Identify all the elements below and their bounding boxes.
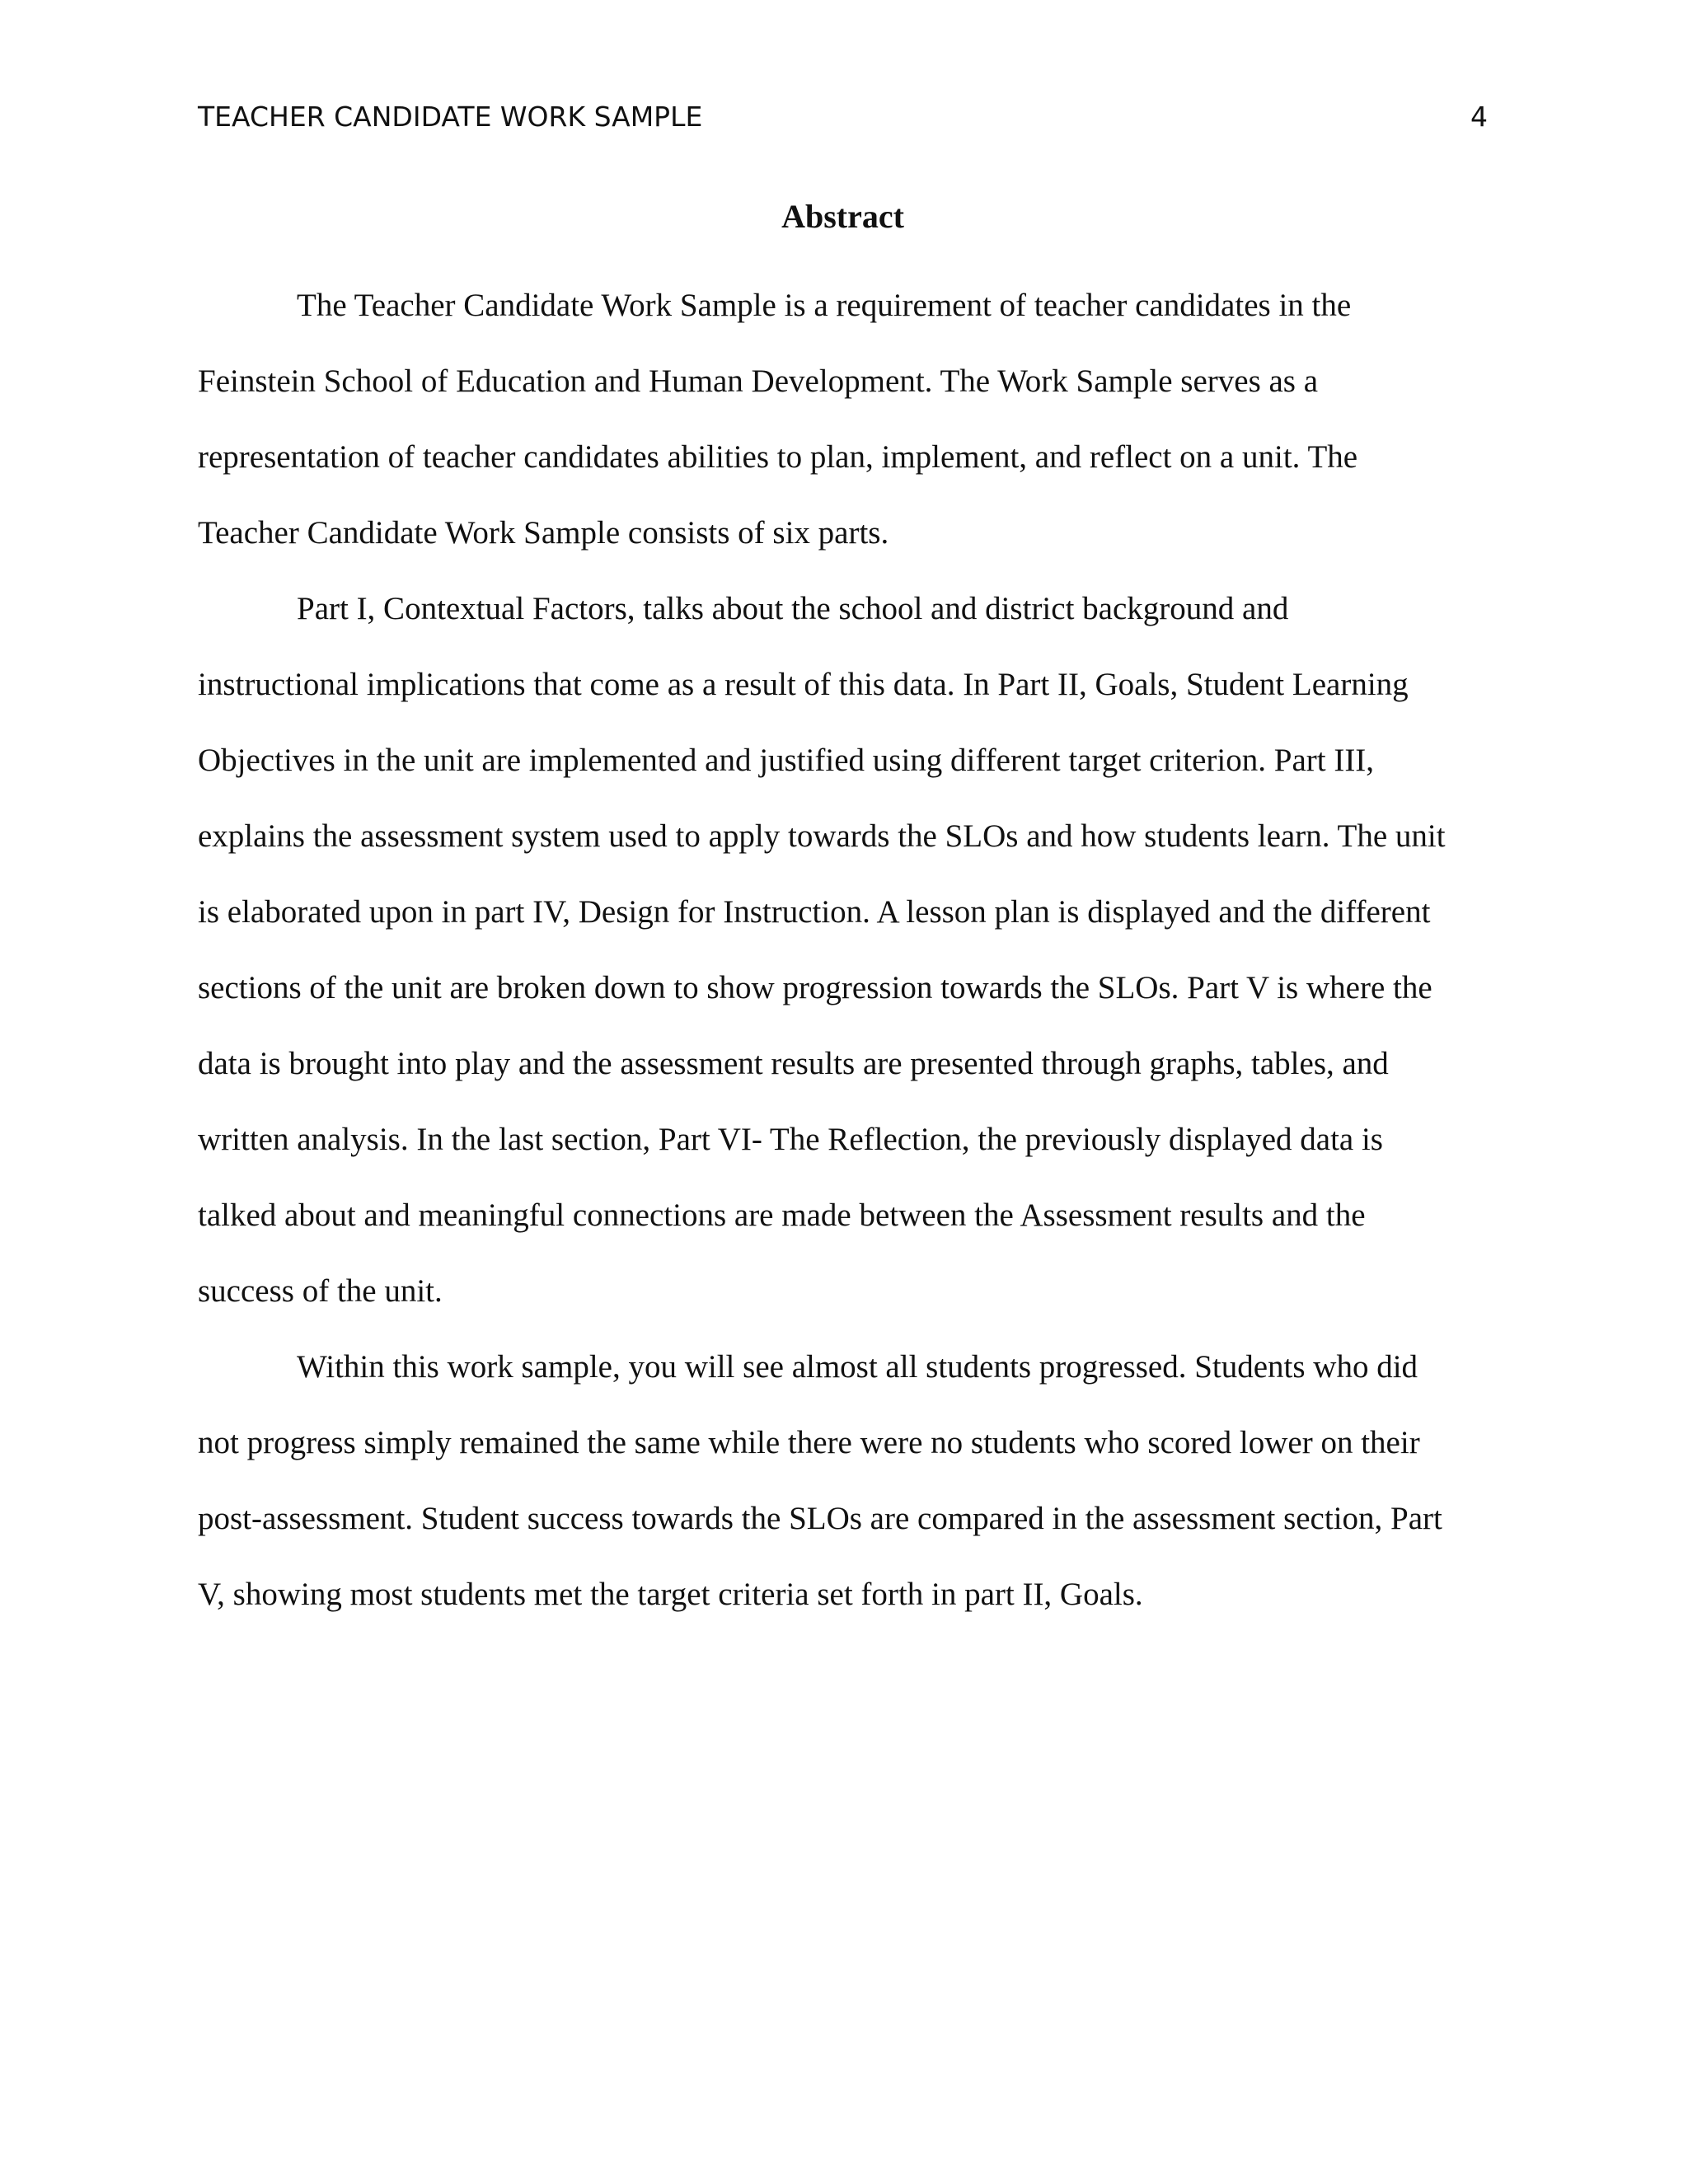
paragraph-3-line-4: V, showing most students met the target criteria set forth in part II, Goals. [198,1577,1143,1612]
paragraph-2-line-4: explains the assessment system used to apply towards the SLOs and how students learn. The unit [198,818,1446,854]
page-number: 4 [1470,101,1488,133]
paragraph-2-line-9: talked about and meaningful connections are made between the Assessment results and the [198,1197,1366,1233]
paragraph-3-line-1: Within this work sample, you will see almost all students progressed. Students who did [297,1349,1418,1385]
paragraph-1-line-3: representation of teacher candidates abilities to plan, implement, and reflect on a unit. The [198,439,1358,475]
paragraph-3-line-2: not progress simply remained the same while there were no students who scored lower on their [198,1425,1420,1460]
paragraph-2-line-2: instructional implications that come as a result of this data. In Part II, Goals, Student Learning [198,667,1409,702]
paragraph-1-line-2: Feinstein School of Education and Human Development. The Work Sample serves as a [198,363,1319,399]
paragraph-2-line-6: sections of the unit are broken down to show progression towards the SLOs. Part V is where the [198,970,1432,1005]
paragraph-3-line-3: post-assessment. Student success towards the SLOs are compared in the assessment section, Part [198,1501,1442,1536]
abstract-body [198,268,1488,1633]
paragraph-1-line-1: The Teacher Candidate Work Sample is a requirement of teacher candidates in the [297,288,1352,323]
running-head [198,101,1488,142]
paragraph-2-line-10: success of the unit. [198,1273,443,1309]
paragraph-2-line-3: Objectives in the unit are implemented and justified using different target criterion. Part III, [198,743,1375,778]
paragraph-2-line-1: Part I, Contextual Factors, talks about the school and district background and [297,591,1289,626]
paragraph-1-line-4: Teacher Candidate Work Sample consists of six parts. [198,515,889,551]
paragraph-2-line-8: written analysis. In the last section, Part VI- The Reflection, the previously displayed data is [198,1122,1383,1157]
paragraph-2-line-5: is elaborated upon in part IV, Design for Instruction. A lesson plan is displayed and the different [198,894,1431,930]
running-head-title: TEACHER CANDIDATE WORK SAMPLE [198,101,703,133]
paragraph-2-line-7: data is brought into play and the assessment results are presented through graphs, tables, and [198,1046,1389,1081]
abstract-title: Abstract [781,198,904,235]
